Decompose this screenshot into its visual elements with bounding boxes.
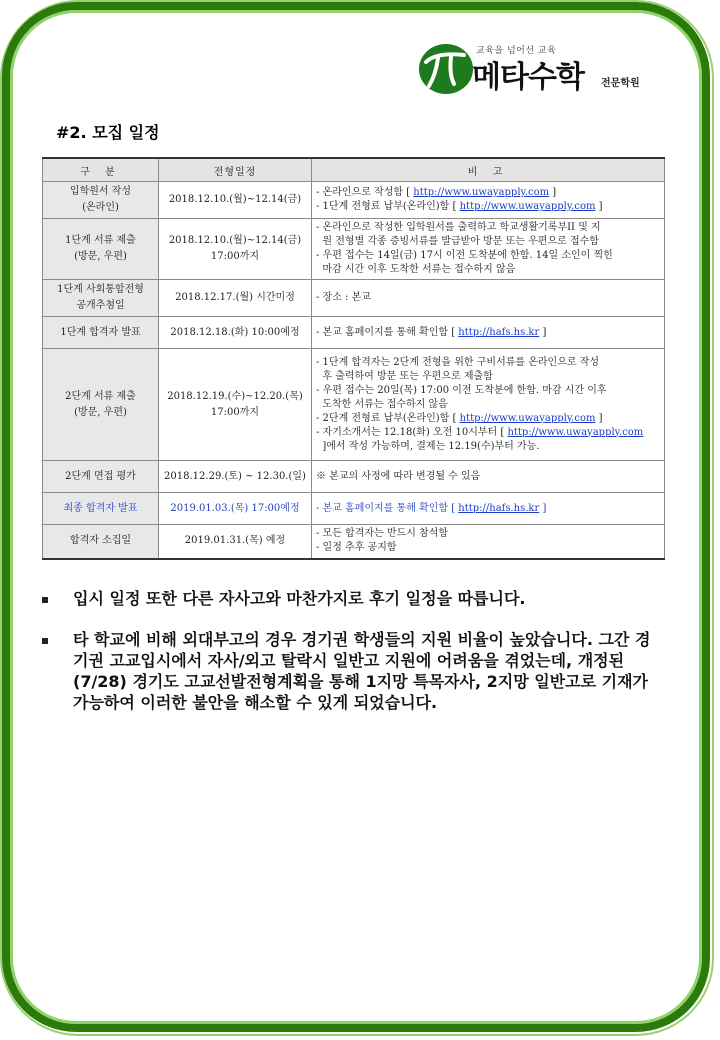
pi-logo-icon [416, 42, 474, 96]
remark-line [316, 502, 660, 516]
schedule-text: 2018.12.19.(수)~12.20.(목) [167, 390, 303, 402]
remark-line [316, 384, 660, 398]
table-row [43, 493, 665, 525]
remark-text: - 자기소개서는 12.18(화) 오전 10시부터 [ [316, 426, 508, 438]
category-text: 2단계 면접 평가 [65, 470, 136, 482]
row-schedule [159, 219, 312, 280]
table-row [43, 182, 665, 219]
table-row [43, 280, 665, 317]
remark-tail: ] [595, 412, 603, 424]
category-text: (방문, 우편) [74, 406, 127, 418]
remark-line [316, 235, 660, 249]
category-text: 최종 합격자 발표 [63, 502, 138, 514]
category-text: 입학원서 작성 [69, 186, 132, 197]
remark-line [316, 200, 660, 214]
bullet-icon [42, 597, 48, 603]
row-schedule [159, 461, 312, 493]
schedule-text: 2018.12.17.(월) 시간미정 [175, 292, 295, 303]
row-category [43, 493, 159, 525]
row-category [43, 525, 159, 559]
website-link[interactable]: http://www.uwayapply.com [459, 201, 596, 212]
row-category [43, 349, 159, 461]
table-row [43, 317, 665, 349]
remark-line [316, 356, 660, 370]
schedule-text: 2018.12.29.(토) ~ 12.30.(일) [164, 470, 306, 482]
remark-text: - 장소 : 본교 [316, 292, 371, 303]
row-schedule [159, 349, 312, 461]
category-text: 1단계 사회통합전형 [57, 284, 144, 295]
table-row [43, 219, 665, 280]
category-text: 2단계 서류 제출 [65, 390, 136, 402]
remark-text: 원 전형별 각종 증빙서류를 발급받아 방문 또는 우편으로 접수함 [316, 236, 599, 247]
row-schedule [159, 280, 312, 317]
remark-text: - 모든 합격자는 반드시 참석함 [316, 528, 449, 540]
row-category [43, 317, 159, 349]
remark-line [316, 291, 660, 305]
remark-text: 도착한 서류는 접수하지 않음 [316, 398, 448, 410]
row-category [43, 219, 159, 280]
remark-text: - 2단계 전형료 납부(온라인)함 [ [316, 412, 460, 424]
row-remarks [312, 349, 665, 461]
row-schedule [159, 493, 312, 525]
bullet-list [40, 588, 660, 733]
row-remarks [312, 182, 665, 219]
remark-text: - 온라인으로 작성함 [ [316, 187, 414, 198]
logo-name: 메타수학 [472, 60, 584, 95]
header-category: 구 분 [43, 158, 159, 182]
remark-line [316, 440, 660, 454]
row-category [43, 461, 159, 493]
list-item [40, 588, 660, 609]
website-link[interactable]: http://hafs.hs.kr [458, 502, 540, 514]
table-row [43, 461, 665, 493]
category-text: 1단계 서류 제출 [65, 235, 136, 246]
remark-text: - 우편 접수는 20일(목) 17:00 이전 도착분에 한함. 마감 시간 이후 [316, 384, 607, 396]
schedule-text: 17:00까지 [210, 251, 260, 262]
header-schedule: 전형일정 [159, 158, 312, 182]
logo-tagline: 교육을 넘어선 교육 [476, 46, 557, 56]
remark-line [316, 326, 660, 340]
remark-tail: ] [539, 502, 547, 514]
row-remarks [312, 493, 665, 525]
remark-text: 후 출력하여 방문 또는 우편으로 제출함 [316, 370, 493, 382]
remark-line [316, 186, 660, 200]
schedule-text: 2018.12.18.(화) 10:00예정 [170, 326, 300, 338]
bullet-icon [42, 638, 48, 644]
remark-line [316, 527, 660, 541]
row-remarks [312, 525, 665, 559]
row-category [43, 182, 159, 219]
remark-text: - 일정 추후 공지함 [316, 542, 397, 554]
bullet-text: 타 학교에 비해 외대부고의 경우 경기권 학생들의 지원 비율이 높았습니다. 그간 경기권 고교입시에서 자사/외고 탈락시 일반고 지원에 어려움을 겪었는데, 개정된(7/28) 경기도 고교선발전형계획을 통해 1지망 특목자사, 2지망 일반고로 기재가 가능하여 이러한 불안을 해소할 수 있게 되었습니다. [73, 630, 651, 712]
remark-line [316, 263, 660, 277]
row-remarks [312, 219, 665, 280]
row-remarks [312, 280, 665, 317]
row-category [43, 280, 159, 317]
logo-subtitle: 전문학원 [601, 78, 640, 89]
website-link[interactable]: http://www.uwayapply.com [507, 426, 644, 438]
logo [416, 40, 646, 100]
bullet-text: 입시 일정 또한 다른 자사고와 마찬가지로 후기 일정을 따릅니다. [73, 589, 526, 608]
row-schedule [159, 317, 312, 349]
schedule-text: 17:00까지 [210, 406, 260, 418]
category-text: (온라인) [82, 202, 119, 213]
row-schedule [159, 182, 312, 219]
remark-text: - 온라인으로 작성한 입학원서를 출력하고 학교생활기록부II 및 지 [316, 222, 601, 233]
remark-text: - 1단계 합격자는 2단계 전형을 위한 구비서류를 온라인으로 작성 [316, 356, 600, 368]
remark-text: 마감 시간 이후 도착한 서류는 접수하지 않음 [316, 264, 516, 275]
website-link[interactable]: http://hafs.hs.kr [458, 326, 540, 338]
row-remarks [312, 317, 665, 349]
remark-line [316, 370, 660, 384]
section-title: #2. 모집 일정 [56, 123, 160, 142]
remark-line [316, 541, 660, 555]
remark-line [316, 398, 660, 412]
remark-text: ※ 본교의 사정에 따라 변경될 수 있음 [316, 470, 481, 482]
schedule-table [42, 157, 665, 560]
remark-tail: ] [595, 201, 603, 212]
table-row [43, 525, 665, 559]
schedule-text: 2019.01.03.(목) 17:00예정 [170, 502, 300, 514]
header-remarks: 비 고 [312, 158, 665, 182]
remark-line [316, 221, 660, 235]
row-schedule [159, 525, 312, 559]
remark-line [316, 249, 660, 263]
remark-text: ]에서 작성 가능하며, 결제는 12.19(수)부터 가능. [316, 440, 540, 452]
schedule-text: 2019.01.31.(목) 예정 [184, 535, 286, 547]
remark-line [316, 470, 660, 484]
remark-line [316, 426, 660, 440]
website-link[interactable]: http://www.uwayapply.com [459, 412, 596, 424]
schedule-text: 2018.12.10.(월)~12.14(금) [168, 194, 302, 205]
remark-text: - 1단계 전형료 납부(온라인)함 [ [316, 201, 460, 212]
table-row [43, 349, 665, 461]
website-link[interactable]: http://www.uwayapply.com [413, 187, 550, 198]
row-remarks [312, 461, 665, 493]
category-text: (방문, 우편) [74, 251, 127, 262]
table-header-row [43, 158, 665, 182]
category-text: 공개추첨일 [76, 300, 125, 311]
category-text: 1단계 합격자 발표 [60, 326, 141, 338]
category-text: 합격자 소집일 [69, 535, 132, 547]
remark-tail: ] [539, 326, 547, 338]
remark-text: - 본교 홈페이지를 통해 확인함 [ [316, 502, 459, 514]
remark-text: - 본교 홈페이지를 통해 확인함 [ [316, 326, 459, 338]
remark-tail: ] [549, 187, 557, 198]
list-item [40, 629, 660, 713]
remark-line [316, 412, 660, 426]
schedule-text: 2018.12.10.(월)~12.14(금) [168, 235, 302, 246]
remark-text: - 우편 접수는 14일(금) 17시 이전 도착분에 한함. 14일 소인이 찍힌 [316, 250, 613, 261]
